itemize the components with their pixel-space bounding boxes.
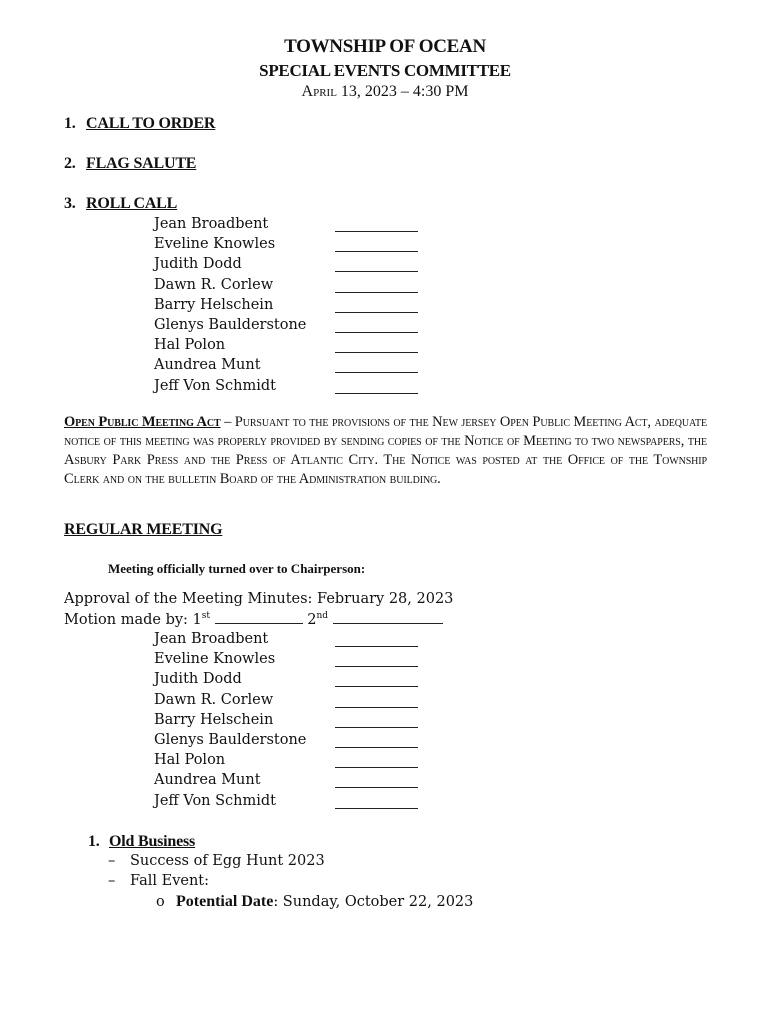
subitem-label: Potential Date xyxy=(176,893,274,910)
vote-blank-line xyxy=(335,686,418,687)
circle-marker: o xyxy=(156,894,165,910)
attendance-blank-line xyxy=(335,231,418,232)
member-name: Aundrea Munt xyxy=(154,357,261,374)
attendance-blank-line xyxy=(335,332,418,333)
vote-row xyxy=(154,651,434,671)
section-number: 1. xyxy=(88,833,100,850)
attendance-blank-line xyxy=(335,352,418,353)
vote-blank-line xyxy=(335,747,418,748)
member-name: Jean Broadbent xyxy=(154,216,269,232)
notice-dash: – xyxy=(220,414,235,430)
section-number: 1. xyxy=(64,115,76,132)
notice-body: Pursuant to the provisions of the New jersey Open Public Meeting Act, adequate notice of this meeting was properly provided by sending copies of the Notice of Meeting to two newspapers, the Asbury Park Press and the Press of Atlantic City. The Notice was posted at the Office of the Township Clerk and on the bulletin Board of the Administration building. xyxy=(64,414,707,487)
roll-call-row xyxy=(154,357,434,377)
vote-row xyxy=(154,692,434,712)
turned-over-note: Meeting officially turned over to Chairperson: xyxy=(108,561,366,576)
vote-row xyxy=(154,752,434,772)
committee-name: SPECIAL EVENTS COMMITTEE xyxy=(259,61,511,80)
roll-call-row xyxy=(154,297,434,317)
member-name: Jeff Von Schmidt xyxy=(154,377,277,394)
first-mover-blank xyxy=(215,611,303,624)
member-name: Eveline Knowles xyxy=(154,236,276,253)
roll-call-row xyxy=(154,216,434,236)
vote-row xyxy=(154,772,434,792)
vote-blank-line xyxy=(335,707,418,708)
minutes-approval-line: Approval of the Meeting Minutes: February 28, 2023 xyxy=(64,591,454,607)
member-name: Jeff Von Schmidt xyxy=(154,792,277,809)
attendance-blank-line xyxy=(335,393,418,394)
section-number: 3. xyxy=(64,195,76,212)
member-name: Hal Polon xyxy=(154,752,226,769)
roll-call-list xyxy=(154,216,434,398)
meeting-date: April 13, 2023 – 4:30 PM xyxy=(301,83,469,100)
section-roll-call xyxy=(64,195,177,213)
second-superscript: nd xyxy=(316,611,329,622)
public-meeting-notice xyxy=(64,413,707,489)
roll-call-row xyxy=(154,337,434,357)
member-name: Glenys Baulderstone xyxy=(154,731,307,748)
vote-blank-line xyxy=(335,666,418,667)
vote-row xyxy=(154,671,434,691)
regular-meeting-heading: REGULAR MEETING xyxy=(64,521,223,538)
roll-call-row xyxy=(154,378,434,398)
vote-blank-line xyxy=(335,727,418,728)
vote-blank-line xyxy=(335,646,418,647)
roll-call-row xyxy=(154,317,434,337)
member-name: Hal Polon xyxy=(154,337,226,354)
roll-call-row xyxy=(154,236,434,256)
member-name: Barry Helschein xyxy=(154,711,274,728)
item-text: Success of Egg Hunt 2023 xyxy=(130,853,325,869)
roll-call-row xyxy=(154,256,434,276)
member-name: Dawn R. Corlew xyxy=(154,691,274,708)
section-label: CALL TO ORDER xyxy=(86,115,216,132)
motion-label: Motion made by: 1 xyxy=(64,612,202,628)
second-mover-blank xyxy=(333,611,443,624)
member-name: Judith Dodd xyxy=(154,671,242,688)
old-business-item xyxy=(108,853,325,869)
vote-row xyxy=(154,732,434,752)
first-superscript: st xyxy=(201,611,211,622)
vote-blank-line xyxy=(335,808,418,809)
second-label: 2 xyxy=(307,612,317,628)
attendance-blank-line xyxy=(335,271,418,272)
member-name: Aundrea Munt xyxy=(154,772,261,789)
document-title: TOWNSHIP OF OCEAN xyxy=(284,36,486,57)
member-name: Glenys Baulderstone xyxy=(154,316,307,333)
old-business-subitem xyxy=(156,893,473,911)
old-business-item xyxy=(108,873,209,889)
vote-blank-line xyxy=(335,787,418,788)
roll-call-row xyxy=(154,277,434,297)
section-call-to-order xyxy=(64,115,215,133)
item-text: Fall Event: xyxy=(130,873,210,889)
section-flag-salute xyxy=(64,155,196,173)
member-name: Eveline Knowles xyxy=(154,651,276,668)
old-business-heading xyxy=(88,833,195,851)
vote-row xyxy=(154,712,434,732)
vote-list xyxy=(154,631,434,813)
notice-lead: Open Public Meeting Act xyxy=(64,414,221,430)
section-label: FLAG SALUTE xyxy=(86,155,197,172)
section-label: ROLL CALL xyxy=(86,195,178,212)
vote-row xyxy=(154,631,434,651)
vote-blank-line xyxy=(335,767,418,768)
attendance-blank-line xyxy=(335,292,418,293)
dash-marker: – xyxy=(108,873,116,889)
attendance-blank-line xyxy=(335,251,418,252)
attendance-blank-line xyxy=(335,372,418,373)
member-name: Barry Helschein xyxy=(154,296,274,313)
section-number: 2. xyxy=(64,155,76,172)
member-name: Judith Dodd xyxy=(154,256,242,273)
subitem-value: : Sunday, October 22, 2023 xyxy=(273,894,474,910)
section-label: Old Business xyxy=(109,833,196,850)
motion-line xyxy=(64,611,443,628)
member-name: Jean Broadbent xyxy=(154,631,269,647)
member-name: Dawn R. Corlew xyxy=(154,276,274,293)
dash-marker: – xyxy=(108,853,116,869)
attendance-blank-line xyxy=(335,312,418,313)
vote-row xyxy=(154,793,434,813)
